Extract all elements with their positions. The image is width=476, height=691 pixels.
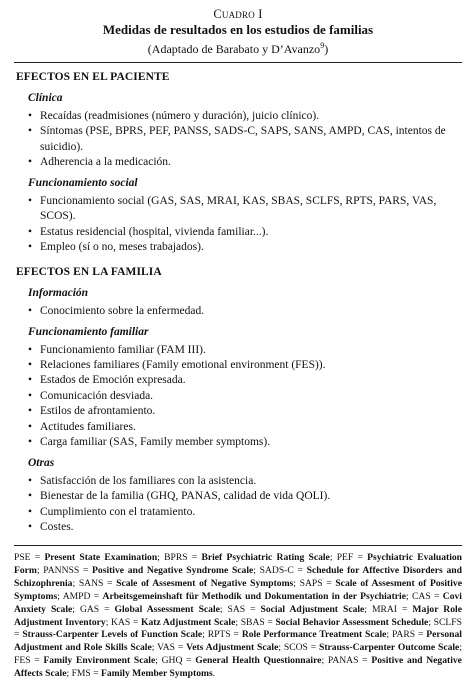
bullet-list <box>16 304 462 319</box>
bullet-icon: • <box>28 521 33 534</box>
abbreviation-expansion: Schedule for Affective Disorders and Schizophrenia <box>14 564 462 589</box>
list-item-text: Estados de Emoción expresada. <box>40 374 186 387</box>
abbreviation-entry: RPTS = Role Performance Treatment Scale; <box>207 629 392 641</box>
list-item-text: Conocimiento sobre la enfermedad. <box>40 304 205 317</box>
bullet-icon: • <box>28 125 33 138</box>
abbreviation-key: BPRS <box>164 552 188 563</box>
bullet-icon: • <box>28 109 33 122</box>
list-item-text: Adherencia a la medicación. <box>40 156 171 169</box>
abbreviation-entry: PEF = Psychiatric Evaluation Form; <box>14 552 462 576</box>
abbreviation-key: GAS <box>79 603 100 615</box>
abbreviation-entry: SAPS = Scale of Assesment of Positive Symptoms; <box>14 577 462 602</box>
abbreviation-key: PANNSS <box>43 564 80 576</box>
list-item <box>16 373 462 388</box>
list-item-text: Estilos de afrontamiento. <box>40 405 156 418</box>
bullet-icon: • <box>28 225 33 238</box>
bullet-icon: • <box>28 304 33 317</box>
list-item-text: Recaídas (readmisiones (número y duración), juicio clínico). <box>40 109 320 122</box>
abbreviation-entry: AMPD = Arbeitsgemeinshaft für Methodik und Dokumentation in der Psychiatrie; <box>62 590 412 602</box>
abbreviations-footnote <box>14 552 462 681</box>
abbreviation-key: PEF <box>336 552 354 563</box>
abbreviation-key: SCLFS <box>433 616 462 628</box>
list-item <box>16 435 462 450</box>
list-item-text: Carga familiar (SAS, Family member symptoms). <box>40 436 271 449</box>
list-item-text: Actitudes familiares. <box>40 420 136 433</box>
list-item-text: Funcionamiento social (GAS, SAS, MRAI, KAS, SBAS, SCLFS, RPTS, PARS, VAS, SCOS). <box>40 194 437 223</box>
list-item <box>16 474 462 489</box>
abbreviation-key: SAS <box>227 603 246 615</box>
abbreviation-expansion: Social Adjustment Scale <box>260 603 365 615</box>
abbreviation-expansion: Vets Adjustment Scale <box>186 642 279 654</box>
abbreviation-expansion: Family Member Symptoms <box>100 668 213 680</box>
abbreviation-key: SAPS <box>299 577 323 589</box>
abbreviation-expansion: Psychiatric Evaluation Form <box>14 552 462 576</box>
list-item-text: Costes. <box>40 521 74 534</box>
abbreviation-key: MRAI <box>371 603 398 615</box>
abbreviation-key: KAS <box>111 616 131 628</box>
bullet-icon: • <box>28 490 33 503</box>
abbreviation-expansion: Katz Adjustment Scale <box>141 616 236 628</box>
abbreviation-entry: GAS = Global Assessment Scale; <box>79 603 228 615</box>
abbreviation-expansion: Major Role Adjustment Inventory <box>14 603 462 628</box>
abbreviation-key: SCOS <box>283 642 308 654</box>
bullet-icon: • <box>28 420 33 433</box>
abbreviation-key: SADS-C <box>259 564 294 576</box>
bullet-icon: • <box>28 389 33 402</box>
list-item <box>16 124 462 155</box>
abbreviation-key: PARS <box>391 629 416 641</box>
bullet-icon: • <box>28 505 33 518</box>
paciente-groups <box>16 91 462 255</box>
subsection-title: Funcionamiento social <box>28 177 138 190</box>
bullet-icon: • <box>28 374 33 387</box>
abbreviation-expansion: Scale of Assesment of Negative Symptoms <box>116 577 294 589</box>
section-title-familia: EFECTOS EN LA FAMILIA <box>16 266 162 278</box>
abbreviation-expansion: Positive and Negative Affects Scale <box>14 655 462 680</box>
table-subtitle <box>0 38 476 57</box>
subtitle-end: ) <box>324 42 329 56</box>
table-title: Medidas de resultados en los estudios de familias <box>102 22 374 37</box>
abbreviation-entry: SADS-C = Schedule for Affective Disorders and Schizophrenia; <box>14 564 462 589</box>
top-rule <box>14 62 462 63</box>
abbreviation-key: GHQ <box>161 655 183 667</box>
list-item <box>16 520 462 535</box>
subsection-title: Funcionamiento familiar <box>28 326 149 339</box>
abbreviation-entry: PSE = Present State Examination; <box>14 552 165 563</box>
subtitle-text: (Adaptado de Barabato y D’Avanzo <box>147 42 321 56</box>
abbreviation-expansion: Strauss-Carpenter Outcome Scale <box>318 642 460 654</box>
subsection-title: Clínica <box>28 92 63 105</box>
bullet-icon: • <box>28 194 33 207</box>
abbreviation-expansion: Brief Psychiatric Rating Scale <box>201 552 330 563</box>
abbreviation-expansion: Arbeitsgemeinshaft für Methodik und Dokumentation in der Psychiatrie <box>102 590 406 602</box>
list-item <box>16 155 462 170</box>
list-item <box>16 240 462 255</box>
abbreviation-expansion: Social Behavior Assessment Schedule <box>275 616 429 628</box>
abbreviation-entry: SAS = Social Adjustment Scale; <box>227 603 372 615</box>
abbreviation-expansion: Role Performance Treatment Scale <box>241 629 387 641</box>
abbreviation-entry: SBAS = Social Behavior Assessment Schedule; <box>240 616 434 628</box>
abbreviation-expansion: Scale of Assesment of Positive Symptoms <box>14 577 462 602</box>
bullet-list <box>16 474 462 536</box>
abbreviation-key: PANAS <box>327 655 359 667</box>
list-item <box>16 404 462 419</box>
abbreviation-expansion: Covi Anxiety Scale <box>14 590 462 615</box>
abbreviation-entry: FES = Family Environment Scale; <box>14 655 162 667</box>
list-item <box>16 505 462 520</box>
abbreviation-expansion: Positive and Negative Syndrome Scale <box>92 564 254 576</box>
abbreviation-expansion: Personal Adjustment and Role Skills Scale <box>14 629 462 654</box>
abbreviation-expansion: Present State Examination <box>44 552 158 563</box>
abbreviation-key: CAS <box>412 590 431 602</box>
bullet-icon: • <box>28 436 33 449</box>
section-familia <box>16 265 462 536</box>
abbreviation-entry: CAS = Covi Anxiety Scale; <box>14 590 462 615</box>
table-number <box>0 6 476 22</box>
list-item <box>16 489 462 504</box>
list-item-text: Funcionamiento familiar (FAM III). <box>40 343 206 356</box>
subtitle-reference: 9 <box>320 41 325 50</box>
bullet-icon: • <box>28 359 33 372</box>
bullet-list <box>16 109 462 171</box>
abbreviation-key: RPTS <box>207 629 231 641</box>
abbreviation-key: VAS <box>157 642 176 654</box>
section-title-paciente: EFECTOS EN EL PACIENTE <box>16 71 170 83</box>
abbreviation-entry: PARS = Personal Adjustment and Role Skills Scale; <box>14 629 462 654</box>
abbreviation-entry: SANS = Scale of Assesment of Negative Symptoms; <box>78 577 300 589</box>
abbreviation-expansion: General Health Questionnaire <box>195 655 322 667</box>
bottom-rule <box>14 545 462 546</box>
abbreviation-entry: SCOS = Strauss-Carpenter Outcome Scale; <box>283 642 462 654</box>
bullet-icon: • <box>28 474 33 487</box>
abbreviation-entry: VAS = Vets Adjustment Scale; <box>157 642 284 654</box>
abbreviation-entry: PANAS = Positive and Negative Affects Scale; <box>14 655 462 680</box>
list-item-text: Estatus residencial (hospital, vivienda familiar...). <box>40 225 269 238</box>
bullet-icon: • <box>28 241 33 254</box>
abbreviation-key: FES <box>14 655 31 667</box>
list-item <box>16 420 462 435</box>
list-item-text: Cumplimiento con el tratamiento. <box>40 505 196 518</box>
bullet-list <box>16 194 462 256</box>
list-item <box>16 109 462 124</box>
abbreviation-key: PSE <box>14 552 31 563</box>
abbreviation-entry: FMS = Family Member Symptoms. <box>71 668 216 680</box>
list-item <box>16 194 462 225</box>
bullet-icon: • <box>28 405 33 418</box>
abbreviation-key: SBAS <box>240 616 265 628</box>
abbreviation-expansion: Global Assessment Scale <box>114 603 220 615</box>
bullet-icon: • <box>28 343 33 356</box>
list-item <box>16 358 462 373</box>
list-item-text: Empleo (sí o no, meses trabajados). <box>40 241 204 254</box>
abbreviation-entry: PANNSS = Positive and Negative Syndrome Scale; <box>43 564 260 576</box>
abbreviation-entry: GHQ = General Health Questionnaire; <box>161 655 328 667</box>
abbreviation-entry: MRAI = Major Role Adjustment Inventory; <box>14 603 462 628</box>
abbreviation-entry: BPRS = Brief Psychiatric Rating Scale; <box>164 552 337 563</box>
list-item-text: Relaciones familiares (Family emotional environment (FES)). <box>40 359 326 372</box>
list-item <box>16 304 462 319</box>
abbreviation-key: FMS <box>71 668 91 680</box>
bullet-list <box>16 343 462 451</box>
table-header <box>0 6 476 57</box>
familia-groups <box>16 286 462 535</box>
abbreviation-key: SANS <box>78 577 104 589</box>
list-item-text: Bienestar de la familia (GHQ, PANAS, calidad de vida QOLI). <box>40 490 331 503</box>
abbreviation-expansion: Family Environment Scale <box>43 655 156 667</box>
abbreviation-expansion: Strauss-Carpenter Levels of Function Scale <box>22 629 203 641</box>
abbreviation-entry: KAS = Katz Adjustment Scale; <box>111 616 241 628</box>
abbreviation-key: AMPD <box>62 590 91 602</box>
subsection-title: Otras <box>28 457 55 470</box>
table-number-text: Cuadro I <box>213 7 263 21</box>
abbreviation-entry: SCLFS = Strauss-Carpenter Levels of Function Scale; <box>14 616 462 641</box>
list-item <box>16 389 462 404</box>
list-item-text: Síntomas (PSE, BPRS, PEF, PANSS, SADS-C, SAPS, SANS, AMPD, CAS, intentos de suicidio). <box>40 125 446 153</box>
subsection-title: Información <box>28 287 89 300</box>
list-item-text: Comunicación desviada. <box>40 389 154 402</box>
list-item <box>16 225 462 240</box>
bullet-icon: • <box>28 156 33 169</box>
list-item <box>16 343 462 358</box>
list-item-text: Satisfacción de los familiares con la asistencia. <box>40 474 257 487</box>
section-paciente <box>16 70 462 255</box>
